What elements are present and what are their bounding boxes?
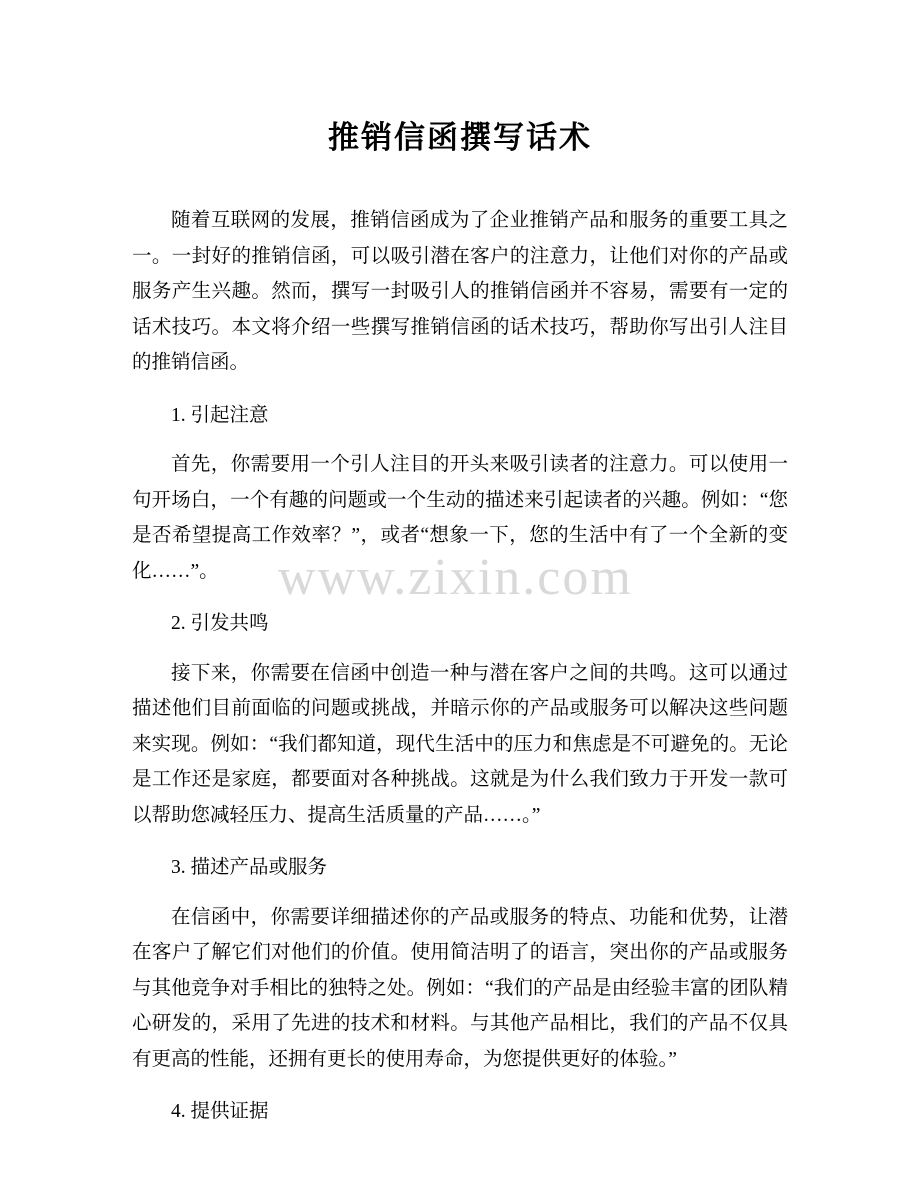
section-heading-3: 3. 描述产品或服务 bbox=[171, 857, 328, 878]
paragraph-section-3: 在信函中，你需要详细描述你的产品或服务的特点、功能和优势，让潜在客户了解它们对他们的价值。使用简洁明了的语言，突出你的产品或服务与其他竞争对手相比的独特之处。例如：“我们的产品是由经验丰富的团队精心研发的，采用了先进的技术和材料。与其他产品相比，我们的产品不仅具有更高的性能，还拥有更长的使用寿命，为您提供更好的体验。” bbox=[132, 906, 788, 1070]
paragraph-intro: 随着互联网的发展，推销信函成为了企业推销产品和服务的重要工具之一。一封好的推销信函，可以吸引潜在客户的注意力，让他们对你的产品或服务产生兴趣。然而，撰写一封吸引人的推销信函并不容易，需要有一定的话术技巧。本文将介绍一些撰写推销信函的话术技巧，帮助你写出引人注目的推销信函。 bbox=[132, 210, 788, 373]
watermark: www.zixin.com bbox=[278, 549, 633, 606]
page-title: 推销信函撰写话术 bbox=[328, 120, 592, 155]
section-heading-1: 1. 引起注意 bbox=[171, 404, 269, 426]
section-heading-2: 2. 引发共鸣 bbox=[171, 613, 269, 634]
paragraph-section-1: 首先，你需要用一个引人注目的开头来吸引读者的注意力。可以使用一句开场白，一个有趣的问题或一个生动的描述来引起读者的兴趣。例如：“您是否希望提高工作效率？”，或者“想象一下，您的生活中有了一个全新的变化……”。 bbox=[132, 454, 788, 582]
section-heading-4: 4. 提供证据 bbox=[171, 1101, 269, 1122]
paragraph-section-2: 接下来，你需要在信函中创造一种与潜在客户之间的共鸣。这可以通过描述他们目前面临的问题或挑战，并暗示你的产品或服务可以解决这些问题来实现。例如：“我们都知道，现代生活中的压力和焦虑是不可避免的。无论是工作还是家庭，都要面对各种挑战。这就是为什么我们致力于开发一款可以帮助您减轻压力、提高生活质量的产品……。” bbox=[132, 662, 788, 826]
